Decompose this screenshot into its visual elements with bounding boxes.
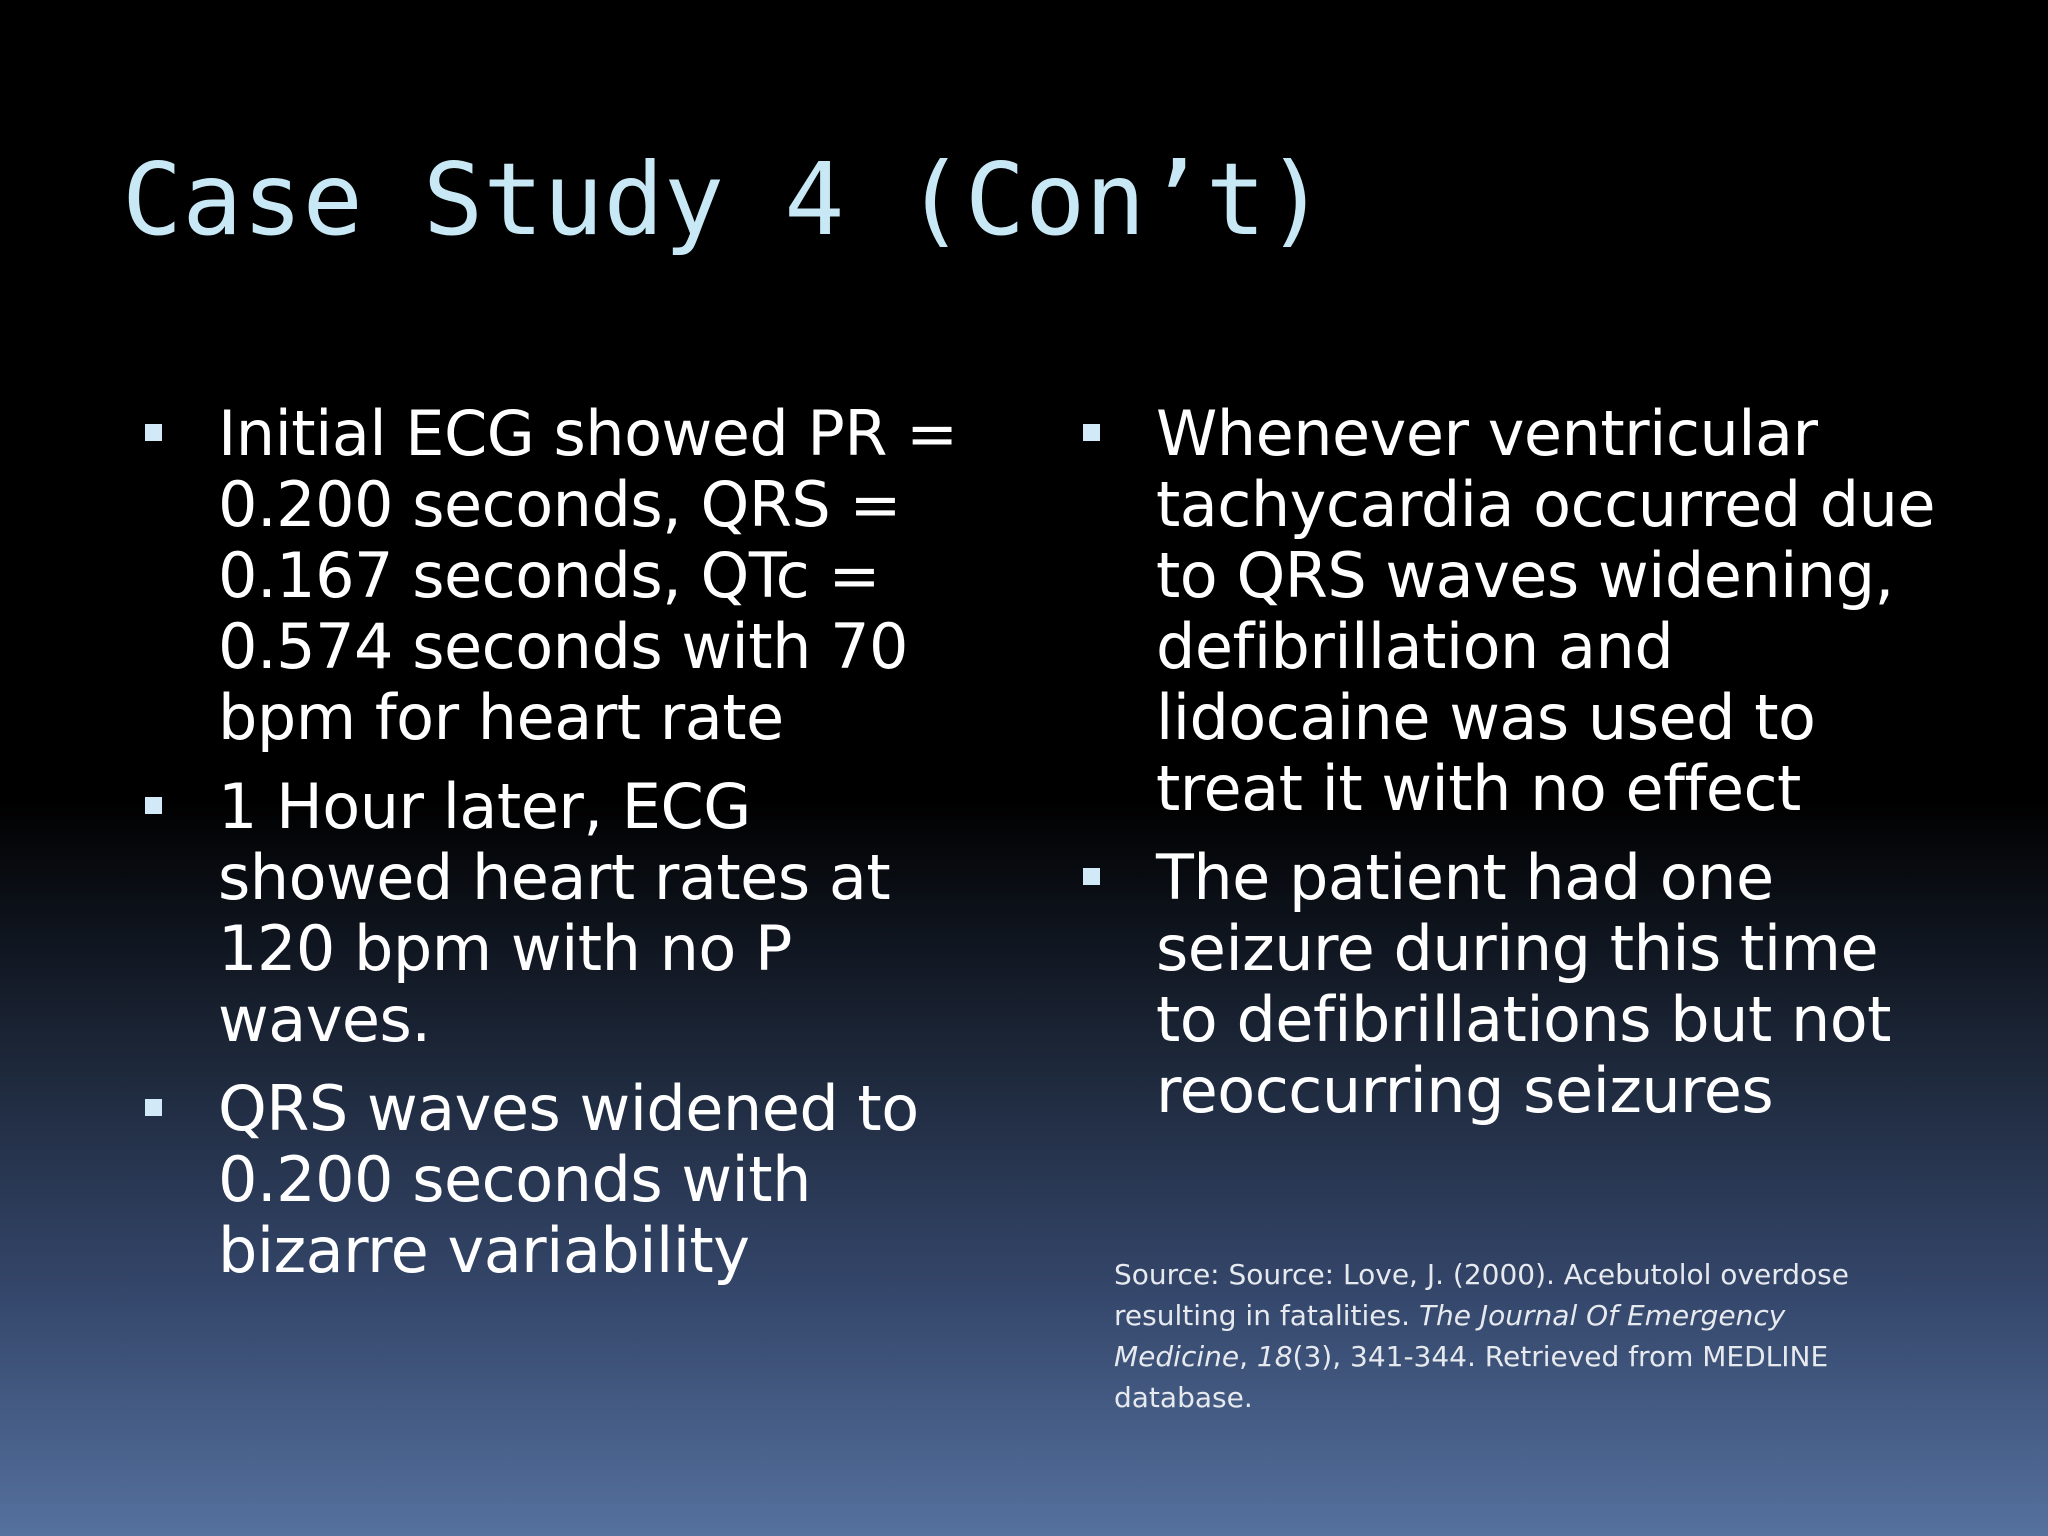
- bullet-item: [145, 398, 965, 753]
- bullet-text: 1 Hour later, ECG showed heart rates at 120 bpm with no P waves.: [218, 770, 891, 1056]
- square-bullet-icon: [145, 424, 162, 441]
- bullet-item: [1083, 398, 1953, 824]
- citation-text: Source: Source: Love, J. (2000). Acebutolol overdose resulting in fatalities.: [1114, 1258, 1849, 1332]
- right-bullet-list: [1083, 398, 1953, 1144]
- square-bullet-icon: [145, 1099, 162, 1116]
- bullet-text: The patient had one seizure during this time to defibrillations but not reoccurring seizures: [1156, 841, 1891, 1127]
- source-citation: [1114, 1254, 1904, 1418]
- square-bullet-icon: [145, 797, 162, 814]
- square-bullet-icon: [1083, 868, 1100, 885]
- bullet-item: [145, 771, 965, 1055]
- bullet-text: QRS waves widened to 0.200 seconds with bizarre variability: [218, 1072, 919, 1287]
- bullet-text: Initial ECG showed PR = 0.200 seconds, QRS = 0.167 seconds, QTc = 0.574 seconds with 70 bpm for heart rate: [218, 397, 958, 754]
- slide-title: Case Study 4 (Con’t): [122, 141, 1327, 258]
- citation-tail: (3), 341-344. Retrieved from MEDLINE database.: [1114, 1340, 1829, 1414]
- square-bullet-icon: [1083, 424, 1100, 441]
- bullet-item: [145, 1073, 965, 1286]
- bullet-text: Whenever ventricular tachycardia occurred due to QRS waves widening, defibrillation and lidocaine was used to treat it with no effect: [1156, 397, 1936, 825]
- citation-separator: ,: [1239, 1340, 1257, 1373]
- left-bullet-list: [145, 398, 965, 1304]
- journal-name: The Journal Of Emergency Medicine: [1114, 1299, 1786, 1373]
- journal-volume: 18: [1256, 1340, 1293, 1373]
- bullet-item: [1083, 842, 1953, 1126]
